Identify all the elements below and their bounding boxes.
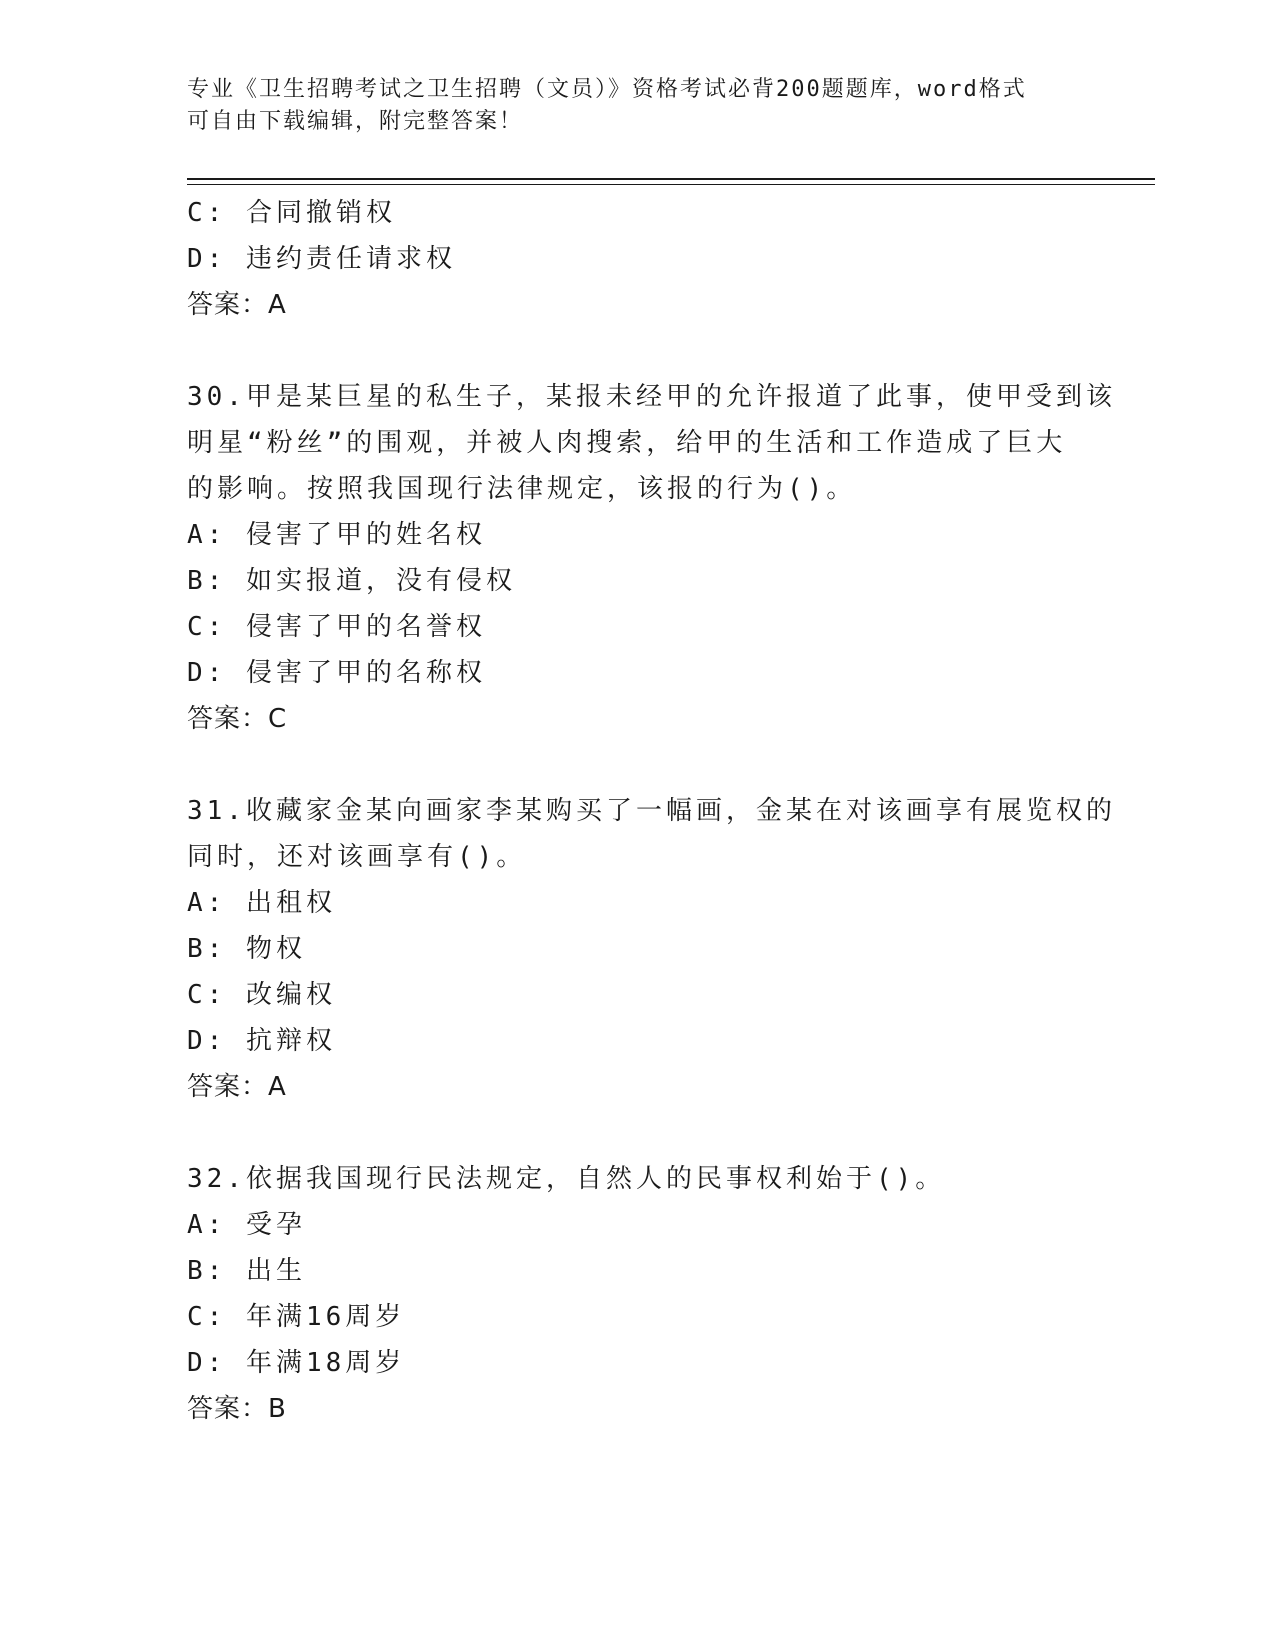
option-d: D: 侵害了甲的名称权 xyxy=(187,658,486,688)
option-d: D: 年满18周岁 xyxy=(187,1348,406,1378)
question-30 xyxy=(187,374,1116,742)
spacer xyxy=(187,742,1087,788)
answer-line: 答案：B xyxy=(187,1394,287,1424)
header-divider-thick xyxy=(187,178,1155,180)
question-32 xyxy=(187,1156,1087,1432)
option-d: D: 违约责任请求权 xyxy=(187,244,456,274)
question-stem-line: 31.收藏家金某向画家李某购买了一幅画，金某在对该画享有展览权的 xyxy=(187,796,1116,826)
question-stem-line: 30.甲是某巨星的私生子，某报未经甲的允许报道了此事，使甲受到该 xyxy=(187,382,1116,412)
document-header xyxy=(187,74,1087,138)
spacer xyxy=(187,328,1087,374)
option-c: C: 侵害了甲的名誉权 xyxy=(187,612,486,642)
header-divider-thin xyxy=(187,184,1155,185)
option-c: C: 合同撤销权 xyxy=(187,198,396,228)
question-stem-line: 同时，还对该画享有()。 xyxy=(187,842,527,872)
option-a: A: 侵害了甲的姓名权 xyxy=(187,520,486,550)
header-line-2: 可自由下载编辑，附完整答案！ xyxy=(187,109,524,134)
question-fragment-29 xyxy=(187,190,1087,328)
answer-line: 答案：A xyxy=(187,290,287,320)
spacer xyxy=(187,1110,1087,1156)
question-31 xyxy=(187,788,1116,1110)
answer-line: 答案：A xyxy=(187,1072,287,1102)
option-b: B: 物权 xyxy=(187,934,306,964)
question-stem-line: 32.依据我国现行民法规定，自然人的民事权利始于()。 xyxy=(187,1164,946,1194)
header-line-1: 专业《卫生招聘考试之卫生招聘（文员）》资格考试必背200题题库，word格式 xyxy=(187,77,1027,102)
option-a: A: 受孕 xyxy=(187,1210,306,1240)
answer-line: 答案：C xyxy=(187,704,288,734)
option-d: D: 抗辩权 xyxy=(187,1026,336,1056)
option-c: C: 改编权 xyxy=(187,980,336,1010)
question-stem-line: 的影响。按照我国现行法律规定，该报的行为()。 xyxy=(187,474,857,504)
option-b: B: 如实报道，没有侵权 xyxy=(187,566,516,596)
option-c: C: 年满16周岁 xyxy=(187,1302,406,1332)
option-b: B: 出生 xyxy=(187,1256,306,1286)
document-body xyxy=(187,190,1116,1432)
option-a: A: 出租权 xyxy=(187,888,336,918)
question-stem-line: 明星“粉丝”的围观，并被人肉搜索，给甲的生活和工作造成了巨大 xyxy=(187,428,1067,458)
